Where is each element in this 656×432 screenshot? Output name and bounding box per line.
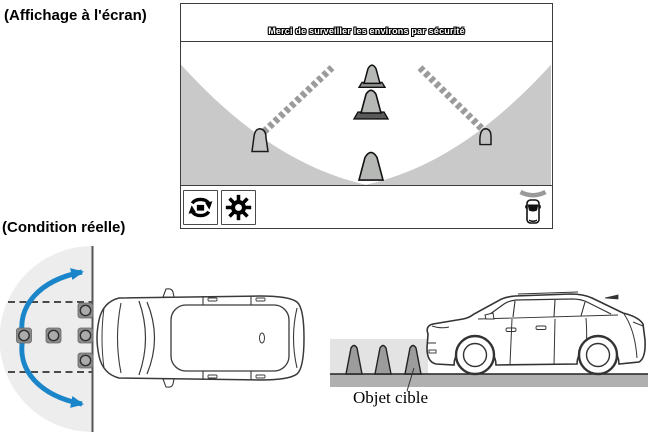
camera-view-switch-button[interactable] bbox=[183, 190, 218, 225]
object-marker bbox=[17, 328, 32, 343]
condition-section-label: (Condition réelle) bbox=[2, 219, 126, 236]
safety-message-banner bbox=[181, 4, 552, 42]
camera-mask-right bbox=[365, 65, 551, 185]
guide-line-left bbox=[264, 68, 332, 132]
object-marker bbox=[46, 328, 61, 343]
camera-display-screen bbox=[180, 3, 553, 229]
cone-far bbox=[364, 65, 380, 83]
cone-mid bbox=[361, 90, 381, 113]
cone-left-partial bbox=[252, 129, 268, 152]
vehicle-front-sensor-icon bbox=[518, 189, 548, 226]
screen-toolbar bbox=[181, 186, 552, 228]
cone-near bbox=[359, 152, 383, 180]
camera-view-graphic bbox=[181, 42, 551, 185]
settings-button[interactable] bbox=[221, 190, 256, 225]
camera-view-area bbox=[181, 42, 552, 186]
target-object-label: Objet cible bbox=[353, 388, 429, 407]
vehicle-side-view bbox=[427, 292, 645, 374]
camera-mask-left bbox=[181, 65, 367, 185]
settings-gear-icon bbox=[225, 194, 252, 221]
ground-strip bbox=[330, 374, 648, 387]
target-cones bbox=[346, 346, 421, 375]
object-marker bbox=[78, 328, 93, 343]
object-marker bbox=[78, 353, 93, 368]
safety-message-text: Merci de surveiller les environs par sécurité bbox=[268, 26, 465, 36]
vehicle-sensor-indicator bbox=[518, 189, 548, 226]
front-wheel bbox=[456, 336, 494, 374]
rear-wheel bbox=[579, 336, 617, 374]
real-condition-top-view bbox=[0, 246, 310, 432]
display-section-label: (Affichage à l'écran) bbox=[4, 7, 147, 24]
vehicle-top-view bbox=[97, 289, 304, 387]
camera-view-switch-icon bbox=[187, 194, 214, 221]
cone-right-partial bbox=[480, 129, 491, 145]
guide-line-right bbox=[420, 68, 485, 132]
object-marker bbox=[78, 303, 93, 318]
top-view-graphic bbox=[0, 246, 310, 432]
